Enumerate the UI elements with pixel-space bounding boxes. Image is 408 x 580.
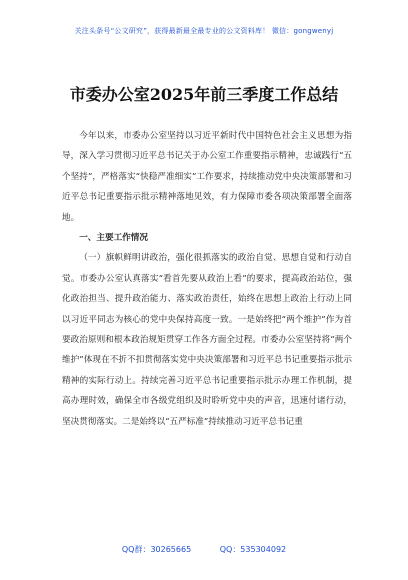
document-body: [62, 126, 352, 432]
intro-paragraph: 今年以来，市委办公室坚持以习近平新时代中国特色社会主义思想为指导，深入学习贯彻习近平总书记关于办公室工作重要指示精神，忠诚践行“五个坚持”，严格落实“快稳严准细实”工作要求，持续推动党中央决策部署和习近平总书记重要指示批示精神落地见效，有力保障市委各项决策部署全面落地。: [62, 131, 352, 223]
section-heading: 一、主要工作情况: [79, 233, 148, 244]
header-note: 关注头条号“公文研究”，获得最新最全最专业的公文资料库！ 微信：gongwenyj: [74, 27, 334, 35]
footer-contact: [0, 544, 408, 555]
document-title: 市委办公室2025年前三季度工作总结: [69, 85, 339, 104]
footer-qq: QQ：535304092: [219, 545, 287, 554]
footer-qq-group: QQ群：30265665: [121, 545, 192, 554]
body-paragraph: （一）旗帜鲜明讲政治，强化很抓落实的政治自觉、思想自觉和行动自觉。市委办公室认真落实“看首先要从政治上看”的要求，提高政治站位，强化政治担当、提升政治能力、落实政治责任，始终在思想上政治上行动上同以习近平同志为核心的党中央保持高度一致。一是始终把“两个维护”作为首要政治原则和根本政治规矩贯穿工作各方面全过程。市委办公室坚持将“两个维护”体现在不折不扣贯彻落实党中央决策部署和习近平总书记重要指示批示精神的实际行动上。持续完善习近平总书记重要指示批示办理工作机制，提高办理时效，确保全市各级党组织及时聆听党中央的声音，迅速付诸行动，坚决贯彻落实。二是始终以“五严标准”持续推动习近平总书记重: [62, 253, 352, 427]
